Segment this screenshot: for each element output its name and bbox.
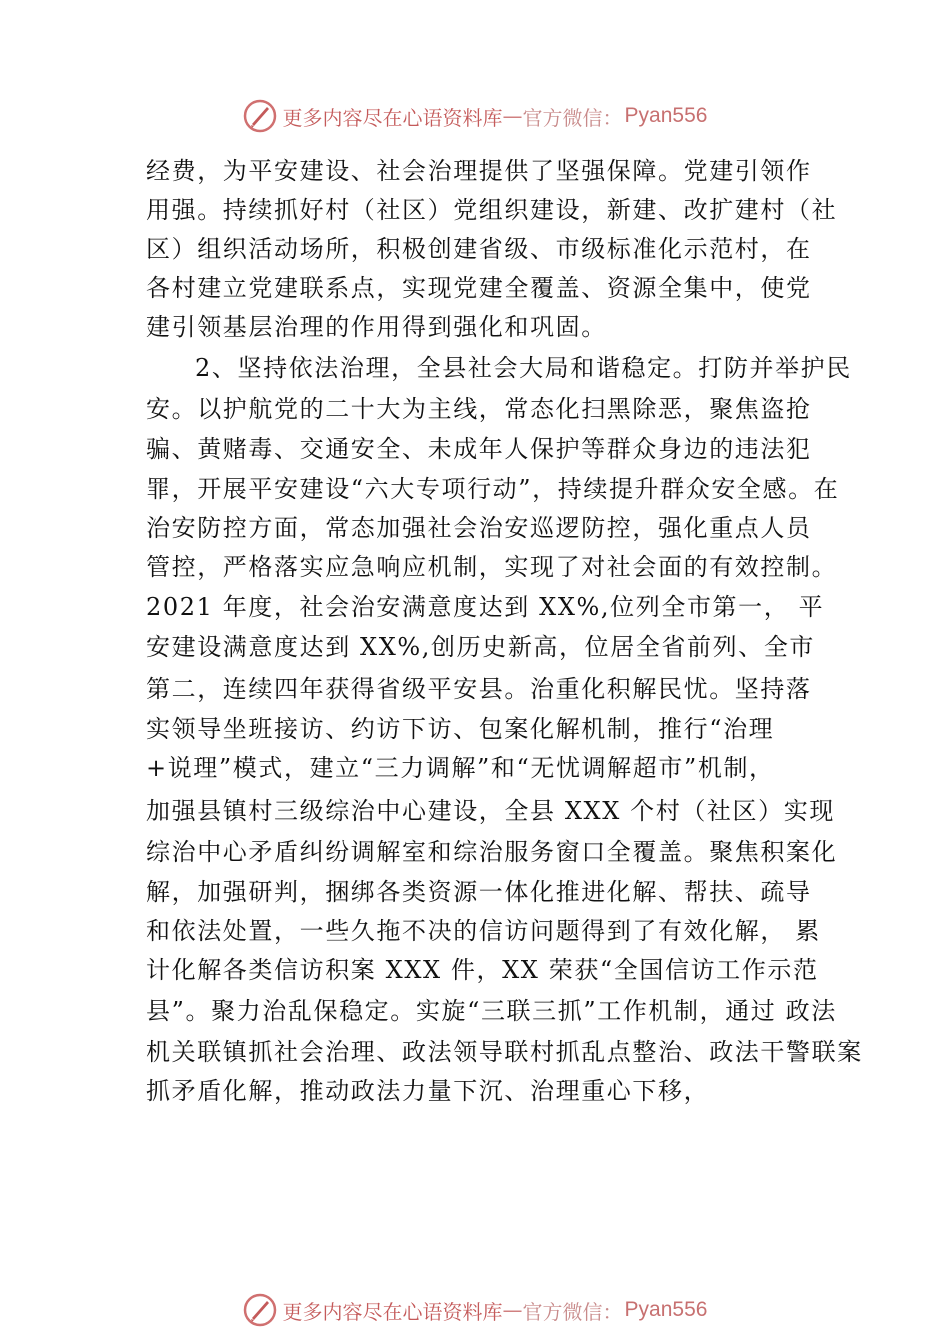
text-line: 抓矛盾化解，推动政法力量下沉、治理重心下移， [146, 1077, 710, 1105]
text-line: 罪，开展平安建设“六大专项行动”，持续提升群众安全感。在 [146, 475, 840, 503]
text-line: 第二，连续四年获得省级平安县。治重化积解民忧。坚持落 [146, 675, 812, 703]
text-line: 县”。聚力治乱保稳定。实旋“三联三抓”工作机制，通过 政法 [146, 997, 837, 1025]
text-line: 安。以护航党的二十大为主线，常态化扫黑除恶，聚焦盗抢 [146, 395, 812, 423]
text-line: 计化解各类信访积案 XXX 件，XX 荣获“全国信访工作示范 [146, 956, 819, 984]
text-line: 2021 年度，社会治安满意度达到 XX%,位列全市第一， 平 [146, 593, 825, 621]
text-line: 治安防控方面，常态加强社会治安巡逻防控，强化重点人员 [146, 514, 812, 542]
text-line: 管控，严格落实应急响应机制，实现了对社会面的有效控制。 [146, 553, 838, 581]
text-line: 建引领基层治理的作用得到强化和巩固。 [146, 313, 607, 341]
watermark-label: 官方微信： [522, 105, 623, 130]
watermark-main-text: 更多内容尽在心语资料库 [282, 1299, 503, 1324]
text-line: 解，加强研判，捆绑各类资源一体化推进化解、帮扶、疏导 [146, 878, 812, 906]
watermark-id: Pyan556 [624, 1298, 708, 1321]
text-line: 机关联镇抓社会治理、政法领导联村抓乱点整治、政法干警联案 [146, 1038, 863, 1066]
text-line: 区）组织活动场所，积极创建省级、市级标准化示范村，在 [146, 235, 812, 263]
watermark-id: Pyan556 [624, 104, 708, 127]
text-line: +说理”模式，建立“三力调解”和“无忧调解超市”机制， [146, 754, 775, 782]
text-line: 用强。持续抓好村（社区）党组织建设，新建、改扩建村（社 [146, 196, 838, 224]
text-line: 安建设满意度达到 XX%,创历史新高，位居全省前列、全市 [146, 633, 816, 661]
text-line: 和依法处置，一些久拖不决的信访问题得到了有效化解， 累 [146, 917, 821, 945]
watermark-dash: — [502, 104, 523, 128]
text-line: 加强县镇村三级综治中心建设，全县 XXX 个村（社区）实现 [146, 797, 835, 825]
text-line: 经费，为平安建设、社会治理提供了坚强保障。党建引领作 [146, 157, 812, 185]
watermark-header [0, 96, 950, 136]
text-line: 综治中心矛盾纠纷调解室和综治服务窗口全覆盖。聚焦积案化 [146, 838, 838, 866]
text-line: 实领导坐班接访、约访下访、包案化解机制，推行“治理 [146, 715, 775, 743]
watermark-dash: — [502, 1298, 523, 1322]
quill-logo-icon [243, 1293, 277, 1327]
watermark-footer [0, 1290, 950, 1330]
watermark-label: 官方微信： [522, 1299, 623, 1324]
watermark-main-text: 更多内容尽在心语资料库 [282, 105, 503, 130]
text-line: 骗、黄赌毒、交通安全、未成年人保护等群众身边的违法犯 [146, 435, 812, 463]
text-line: 各村建立党建联系点，实现党建全覆盖、资源全集中，使党 [146, 274, 812, 302]
text-line: 2、坚持依法治理，全县社会大局和谐稳定。打防并举护民 [195, 354, 852, 382]
quill-logo-icon [243, 99, 277, 133]
